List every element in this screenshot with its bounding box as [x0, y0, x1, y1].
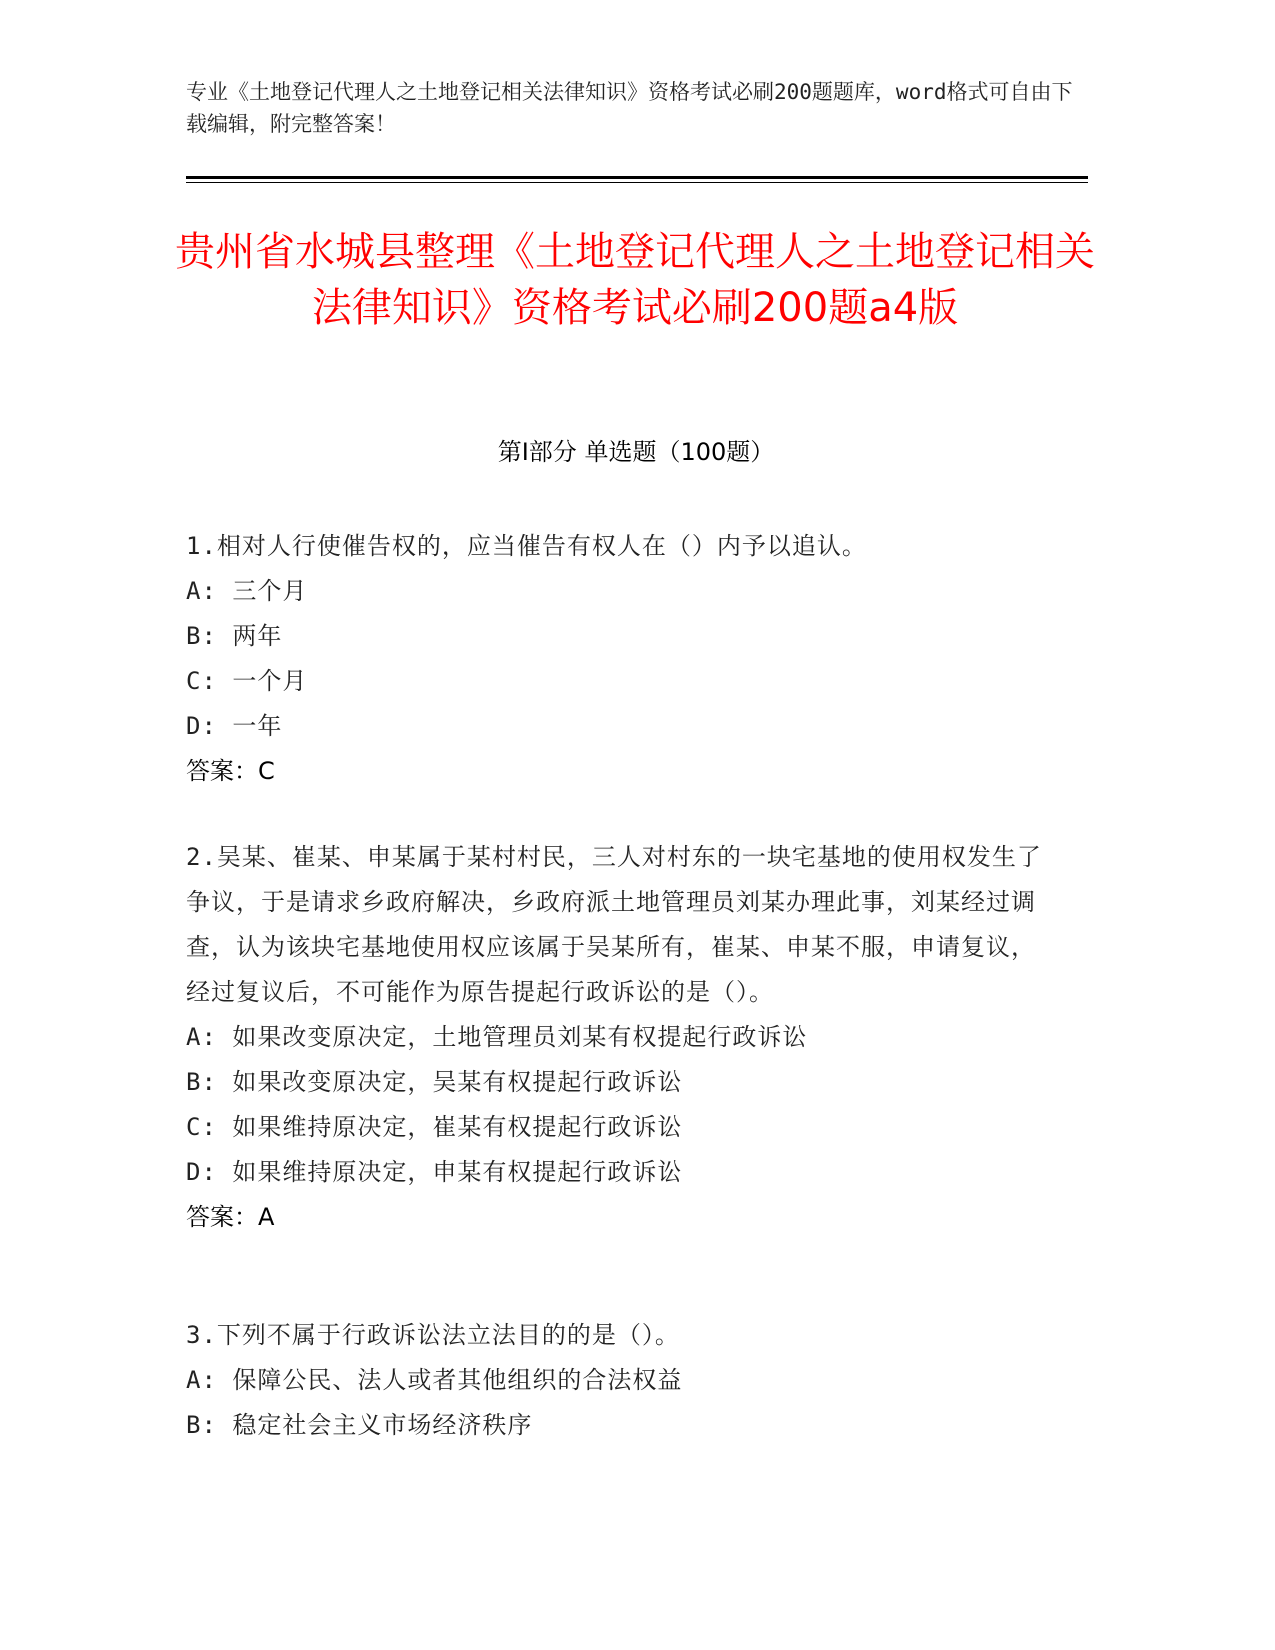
option-b: B: 稳定社会主义市场经济秩序	[186, 1411, 533, 1439]
option-b: B: 如果改变原决定，吴某有权提起行政诉讼	[186, 1068, 683, 1096]
answer: 答案：A	[186, 1203, 275, 1231]
question-stem: 2.吴某、崔某、申某属于某村村民，三人对村东的一块宅基地的使用权发生了争议，于是请求乡政府解决，乡政府派土地管理员刘某办理此事，刘某经过调查，认为该块宅基地使用权应该属于吴某所有，崔某、申某不服，申请复议，经过复议后，不可能作为原告提起行政诉讼的是（）。	[186, 843, 1042, 1006]
question-2	[186, 835, 1046, 1240]
document-title: 贵州省水城县整理《土地登记代理人之土地登记相关法律知识》资格考试必刷200题a4版	[175, 229, 1095, 331]
question-stem: 3.下列不属于行政诉讼法立法目的的是（）。	[186, 1321, 680, 1349]
option-a: A: 如果改变原决定，土地管理员刘某有权提起行政诉讼	[186, 1023, 808, 1051]
section-heading: 第Ⅰ部分 单选题（100题）	[497, 438, 775, 466]
option-a: A: 三个月	[186, 577, 308, 605]
option-a: A: 保障公民、法人或者其他组织的合法权益	[186, 1366, 683, 1394]
header-rule-thin	[186, 182, 1088, 183]
option-d: D: 一年	[186, 712, 283, 740]
option-c: C: 如果维持原决定，崔某有权提起行政诉讼	[186, 1113, 683, 1141]
question-1	[186, 524, 1046, 794]
question-stem: 1.相对人行使催告权的，应当催告有权人在（）内予以追认。	[186, 532, 867, 560]
option-c: C: 一个月	[186, 667, 308, 695]
question-3	[186, 1313, 1046, 1448]
header-note: 专业《土地登记代理人之土地登记相关法律知识》资格考试必刷200题题库，word格式可自由下载编辑，附完整答案！	[186, 80, 1073, 136]
answer: 答案：C	[186, 757, 275, 785]
header-rule-thick	[186, 176, 1088, 179]
option-b: B: 两年	[186, 622, 283, 650]
option-d: D: 如果维持原决定，申某有权提起行政诉讼	[186, 1158, 683, 1186]
